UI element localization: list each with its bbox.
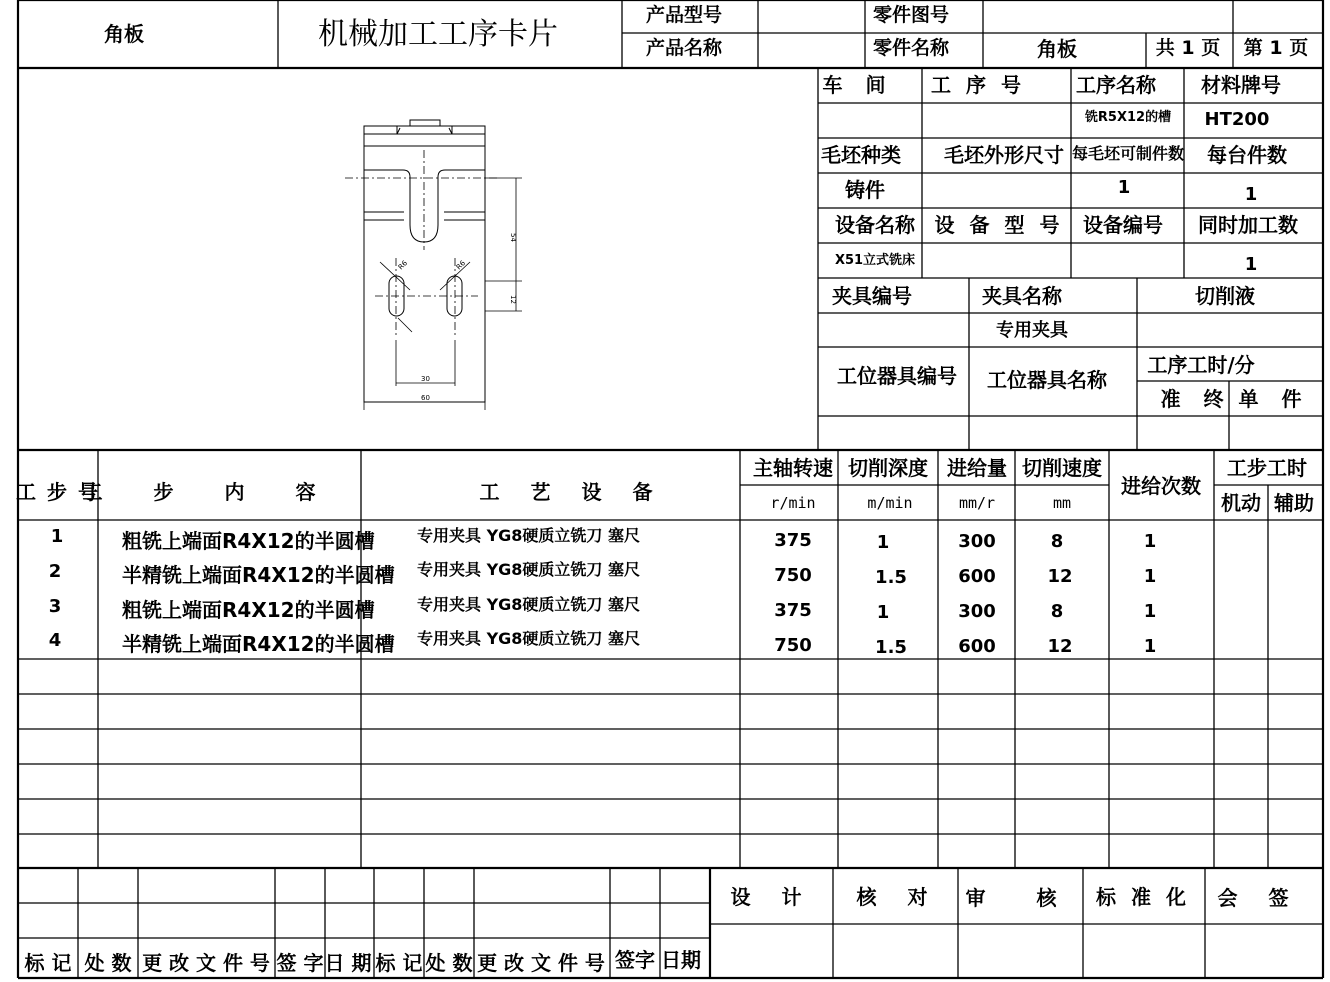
equipment-name-value: X51立式铣床: [834, 253, 916, 268]
aux-time-header: 辅助: [1274, 491, 1314, 515]
step-no-header: 工 步 号: [16, 480, 100, 504]
part-drawing-no-label: 零件图号: [872, 4, 950, 26]
count-label-1: 处 数: [84, 951, 132, 975]
step-no: 3: [48, 596, 62, 617]
process-time-label: 工序工时/分: [1147, 353, 1255, 377]
step-feed: 300: [958, 531, 996, 552]
total-pages: 共 1 页: [1155, 37, 1221, 59]
parts-per-blank-value: 1: [1117, 177, 1131, 198]
material-label: 材料牌号: [1201, 73, 1281, 97]
step-depth: 1.5: [875, 567, 907, 588]
sign-label-2: 签字: [615, 948, 655, 972]
parts-per-unit-label: 每台件数: [1207, 143, 1287, 167]
step-content: 半精铣上端面R4X12的半圆槽: [122, 632, 395, 656]
sign-label-1: 签 字: [276, 951, 324, 975]
step-speed: 375: [774, 600, 812, 621]
standard-label: 标 准 化: [1096, 885, 1190, 909]
step-speed: 750: [774, 565, 812, 586]
step-equipment: 专用夹具 YG8硬质立铣刀 塞尺: [417, 629, 640, 648]
coolant-label: 切削液: [1195, 284, 1255, 308]
step-time-header: 工步工时: [1227, 456, 1307, 480]
step-cut-speed: 12: [1047, 566, 1073, 587]
page-number: 第 1 页: [1243, 37, 1309, 59]
mark-label-1: 标 记: [24, 951, 72, 975]
mark-label-2: 标 记: [375, 951, 423, 975]
dim-r6a: R6: [396, 259, 410, 272]
equipment-model-label: 设 备 型 号: [934, 213, 1064, 237]
part-name-left: 角板: [104, 22, 144, 46]
step-depth: 1: [876, 602, 890, 623]
station-tool-no-label: 工位器具编号: [837, 364, 957, 388]
card-title: 机械加工工序卡片: [318, 17, 558, 52]
blank-type-value: 铸件: [845, 178, 885, 202]
step-no: 2: [48, 561, 62, 582]
step-feed-times: 1: [1143, 566, 1157, 587]
spindle-speed-header: 主轴转速: [753, 456, 833, 480]
part-name-label: 零件名称: [872, 37, 950, 59]
product-name-label: 产品名称: [645, 37, 723, 59]
step-feed-times: 1: [1143, 531, 1157, 552]
blank-type-label: 毛坯种类: [821, 143, 901, 167]
step-cut-speed: 8: [1050, 601, 1064, 622]
simultaneous-label: 同时加工数: [1198, 213, 1298, 237]
dim-60: 60: [421, 394, 430, 402]
prep-end-label: 准 终: [1160, 387, 1232, 411]
material-value: HT200: [1204, 109, 1270, 130]
count-label-2: 处 数: [425, 951, 473, 975]
step-speed: 375: [774, 530, 812, 551]
dim-12: 12: [509, 295, 517, 304]
feed-times-header: 进给次数: [1121, 474, 1201, 498]
step-no: 1: [50, 526, 64, 547]
parts-per-unit-value: 1: [1244, 184, 1258, 205]
step-cut-speed: 12: [1047, 636, 1073, 657]
step-equipment: 专用夹具 YG8硬质立铣刀 塞尺: [417, 595, 640, 614]
step-content-header: 工 步 内 容: [82, 480, 338, 504]
workshop-label: 车 间: [822, 73, 894, 97]
step-depth: 1: [876, 532, 890, 553]
station-tool-name-label: 工位器具名称: [987, 368, 1107, 392]
dim-54: 54: [509, 233, 517, 242]
equipment-header: 工 艺 设 备: [479, 480, 665, 504]
step-no: 4: [48, 630, 62, 651]
review-label: 审 核: [965, 886, 1079, 910]
unit-feed: mm/r: [958, 494, 996, 512]
step-cut-speed: 8: [1050, 531, 1064, 552]
step-feed: 600: [958, 636, 996, 657]
fixture-name-label: 夹具名称: [982, 284, 1062, 308]
step-content: 粗铣上端面R4X12的半圆槽: [122, 598, 375, 622]
unit-cut-speed: mm: [1052, 494, 1072, 512]
design-label: 设 计: [730, 885, 814, 909]
fixture-no-label: 夹具编号: [832, 284, 912, 308]
step-feed-times: 1: [1143, 636, 1157, 657]
parts-per-blank-label: 每毛坯可制件数: [1071, 144, 1185, 163]
cut-depth-header: 切削深度: [848, 456, 928, 480]
step-content: 粗铣上端面R4X12的半圆槽: [122, 529, 375, 553]
step-feed: 600: [958, 566, 996, 587]
process-no-label: 工 序 号: [931, 73, 1025, 97]
simultaneous-value: 1: [1244, 254, 1258, 275]
equipment-name-label: 设备名称: [835, 213, 915, 237]
equipment-no-label: 设备编号: [1083, 213, 1163, 237]
unit-time-label: 单 件: [1238, 387, 1310, 411]
check-label: 核 对: [856, 885, 940, 909]
part-name-value: 角板: [1037, 37, 1077, 61]
step-equipment: 专用夹具 YG8硬质立铣刀 塞尺: [417, 560, 640, 579]
process-name-label: 工序名称: [1076, 73, 1156, 97]
step-content: 半精铣上端面R4X12的半圆槽: [122, 563, 395, 587]
feed-header: 进给量: [947, 456, 1007, 480]
step-equipment: 专用夹具 YG8硬质立铣刀 塞尺: [417, 526, 640, 545]
process-name-value: 铣R5X12的槽: [1084, 110, 1172, 125]
unit-depth: m/min: [867, 494, 913, 512]
step-feed: 300: [958, 601, 996, 622]
step-speed: 750: [774, 635, 812, 656]
change-doc-label-2: 更 改 文 件 号: [477, 951, 605, 975]
unit-speed: r/min: [770, 494, 816, 512]
fixture-name-value: 专用夹具: [996, 320, 1068, 341]
step-depth: 1.5: [875, 637, 907, 658]
change-doc-label-1: 更 改 文 件 号: [142, 951, 270, 975]
step-feed-times: 1: [1143, 601, 1157, 622]
dim-r6b: R6: [454, 259, 468, 272]
product-model-label: 产品型号: [645, 4, 723, 26]
cut-speed-header: 切削速度: [1022, 456, 1102, 480]
date-label-1: 日 期: [324, 951, 372, 975]
date-label-2: 日期: [661, 948, 701, 972]
dim-30: 30: [421, 375, 430, 383]
blank-size-label: 毛坯外形尺寸: [944, 143, 1064, 167]
countersign-label: 会 签: [1217, 886, 1301, 910]
machine-time-header: 机动: [1221, 491, 1261, 515]
